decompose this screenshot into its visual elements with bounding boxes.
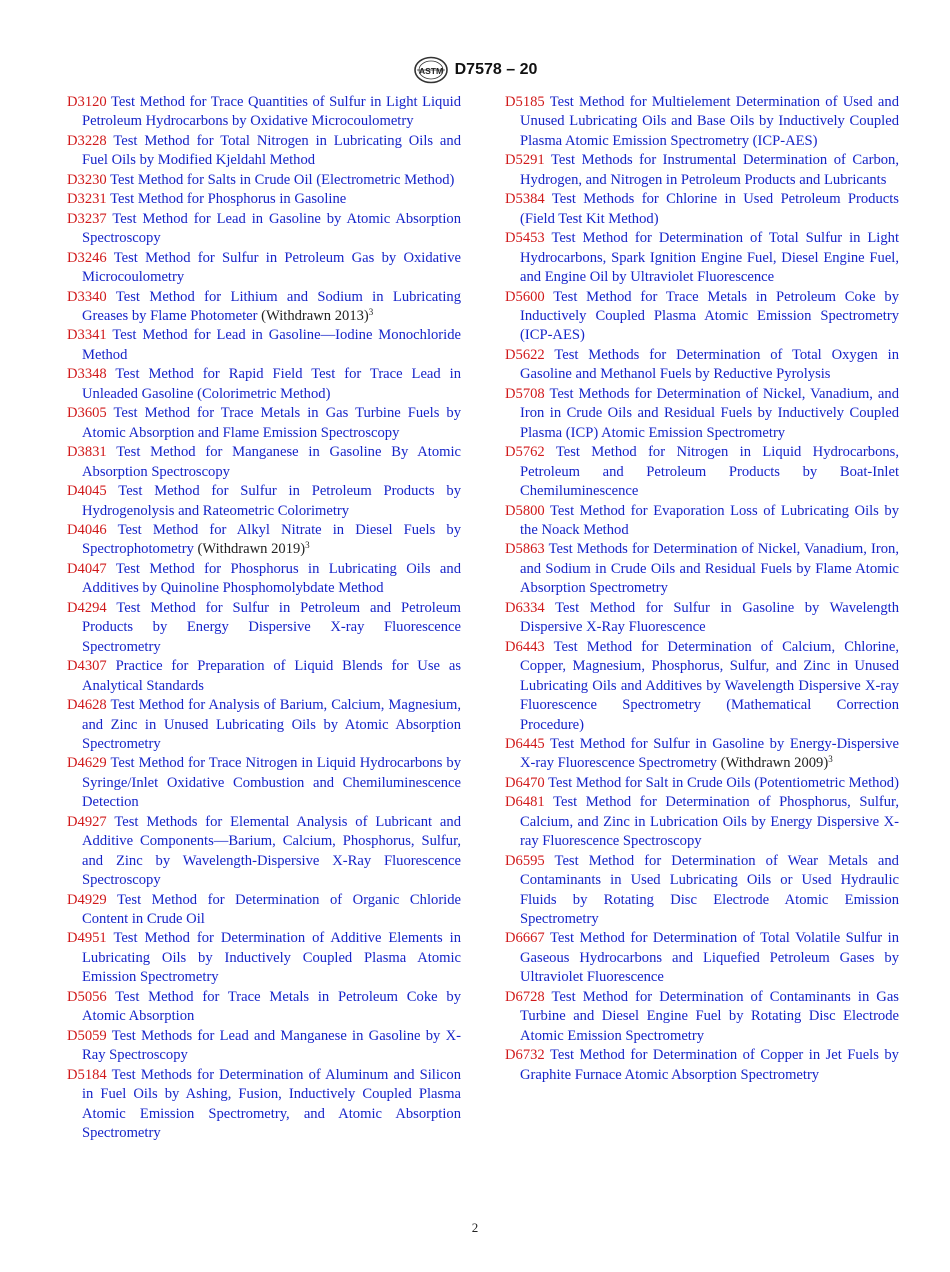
reference-code-link[interactable]: D5622	[505, 346, 545, 363]
reference-entry	[67, 657, 461, 696]
reference-code-link[interactable]: D5600	[505, 288, 545, 305]
reference-entry	[505, 229, 899, 287]
reference-code-link[interactable]: D3231	[67, 191, 107, 208]
reference-entry	[505, 852, 899, 930]
reference-title-link[interactable]: Test Method for Total Nitrogen in Lubricating Oils and Fuel Oils by Modified Kjeldahl Method	[82, 132, 461, 169]
reference-title-link[interactable]: Test Method for Determination of Calcium, Chlorine, Copper, Magnesium, Phosphorus, Sulfur, and Zinc in Unused Lubricating Oils and Additives by Wavelength Dispersive X-ray Fluorescence Spectrometry (Mathematical Correction Procedure)	[520, 638, 899, 733]
reference-code-link[interactable]: D5185	[505, 94, 545, 110]
reference-title-link[interactable]: Test Methods for Instrumental Determination of Carbon, Hydrogen, and Nitrogen in Petroleum Products and Lubricants	[520, 152, 899, 188]
reference-title-link[interactable]: Test Method for Salt in Crude Oils (Potentiometric Method)	[548, 774, 899, 791]
reference-entry	[505, 599, 899, 638]
reference-code-link[interactable]: D6732	[505, 1047, 545, 1064]
reference-code-link[interactable]: D4629	[67, 755, 107, 772]
reference-entry	[505, 151, 899, 190]
reference-code-link[interactable]: D5708	[505, 385, 545, 402]
withdrawn-text: (Withdrawn 2009)	[720, 755, 829, 772]
reference-title-link[interactable]: Test Method for Lead in Gasoline by Atomic Absorption Spectroscopy	[82, 210, 461, 247]
reference-entry	[67, 929, 461, 987]
reference-code-link[interactable]: D4046	[67, 521, 107, 538]
reference-entry	[505, 988, 899, 1046]
reference-code-link[interactable]: D6445	[505, 735, 545, 752]
reference-code-link[interactable]: D6667	[505, 930, 545, 947]
reference-entry	[505, 502, 899, 541]
reference-entry	[505, 929, 899, 987]
reference-entry	[67, 132, 461, 171]
reference-code-link[interactable]: D6443	[505, 638, 545, 655]
reference-code-link[interactable]: D4951	[67, 930, 107, 947]
reference-code-link[interactable]: D6481	[505, 794, 545, 811]
reference-entry	[505, 540, 899, 598]
reference-title-link[interactable]: Test Method for Lithium and Sodium in Lubricating Greases by Flame Photometer	[82, 288, 461, 324]
page-number: 2	[471, 1220, 479, 1235]
reference-entry	[67, 190, 461, 209]
reference-title-link[interactable]: Test Method for Lead in Gasoline—Iodine Monochloride Method	[82, 327, 461, 363]
withdrawn-note	[198, 541, 310, 557]
page-header	[0, 56, 950, 84]
reference-entry	[67, 599, 461, 657]
reference-title-link[interactable]: Test Method for Determination of Phosphorus, Sulfur, Calcium, and Zinc in Lubrication Oils by Energy Dispersive X-ray Fluorescence Spectroscopy	[520, 794, 899, 850]
reference-entry	[67, 754, 461, 812]
reference-code-link[interactable]: D5384	[505, 191, 545, 208]
reference-code-link[interactable]: D6595	[505, 852, 545, 869]
reference-code-link[interactable]: D3341	[67, 327, 107, 344]
reference-code-link[interactable]: D3340	[67, 288, 107, 305]
footnote-marker: 3	[828, 754, 833, 765]
reference-entry	[67, 443, 461, 482]
reference-entry	[67, 326, 461, 365]
reference-title-link[interactable]: Test Method for Multielement Determination of Used and Unused Lubricating Oils and Base Oils by Inductively Coupled Plasma Atomic Emission Spectrometry (ICP-AES)	[520, 94, 899, 149]
reference-title-link[interactable]: Test Method for Trace Metals in Gas Turbine Fuels by Atomic Absorption and Flame Emission Spectroscopy	[82, 405, 461, 441]
reference-entry	[67, 1027, 461, 1066]
reference-code-link[interactable]: D3246	[67, 249, 107, 266]
reference-title-link[interactable]: Test Method for Trace Nitrogen in Liquid Hydrocarbons by Syringe/Inlet Oxidative Combustion and Chemiluminescence Detection	[82, 755, 461, 811]
reference-title-link[interactable]: Test Methods for Determination of Total Oxygen in Gasoline and Methanol Fuels by Reductive Pyrolysis	[520, 346, 899, 383]
reference-title-link[interactable]: Test Method for Rapid Field Test for Trace Lead in Unleaded Gasoline (Colorimetric Method)	[82, 366, 461, 402]
svg-text:ASTM: ASTM	[418, 66, 443, 76]
reference-code-link[interactable]: D5863	[505, 541, 545, 558]
reference-title-link[interactable]: Test Method for Nitrogen in Liquid Hydrocarbons, Petroleum and Petroleum Products by Boat-Inlet Chemiluminescence	[520, 444, 899, 500]
astm-logo-icon	[413, 56, 449, 84]
reference-entry	[67, 93, 461, 132]
reference-entry	[505, 288, 899, 346]
reference-code-link[interactable]: D5453	[505, 230, 545, 247]
reference-title-link[interactable]: Test Method for Analysis of Barium, Calcium, Magnesium, and Zinc in Unused Lubricating Oils by Atomic Absorption Spectrometry	[82, 697, 461, 752]
reference-code-link[interactable]: D4045	[67, 483, 107, 500]
reference-title-link[interactable]: Test Method for Determination of Copper in Jet Fuels by Graphite Furnace Atomic Absorption Spectrometry	[520, 1047, 899, 1083]
reference-title-link[interactable]: Test Methods for Chlorine in Used Petroleum Products (Field Test Kit Method)	[520, 191, 899, 227]
footnote-marker: 3	[305, 540, 310, 551]
reference-code-link[interactable]: D3228	[67, 132, 107, 149]
reference-entry	[67, 1066, 461, 1144]
left-column	[67, 93, 461, 1143]
reference-title-link[interactable]: Test Method for Determination of Organic Chloride Content in Crude Oil	[82, 891, 462, 928]
reference-code-link[interactable]: D3120	[67, 94, 107, 110]
reference-title-link[interactable]: Test Method for Salts in Crude Oil (Electrometric Method)	[110, 171, 455, 188]
reference-code-link[interactable]: D3237	[67, 210, 107, 227]
reference-code-link[interactable]: D6334	[505, 599, 545, 616]
reference-title-link[interactable]: Test Method for Determination of Total Volatile Sulfur in Gaseous Hydrocarbons and Liquefied Petroleum Gases by Ultraviolet Fluorescence	[520, 930, 899, 986]
reference-entry	[67, 404, 461, 443]
reference-entry	[67, 891, 461, 930]
reference-title-link[interactable]: Test Method for Sulfur in Petroleum Gas by Oxidative Microcoulometry	[82, 249, 461, 286]
reference-code-link[interactable]: D3605	[67, 405, 107, 422]
reference-entry	[505, 735, 899, 774]
reference-code-link[interactable]: D4929	[67, 891, 107, 908]
reference-entry	[67, 482, 461, 521]
reference-code-link[interactable]: D4294	[67, 599, 107, 616]
footnote-marker: 3	[368, 306, 374, 317]
reference-code-link[interactable]: D5059	[67, 1027, 107, 1044]
reference-code-link[interactable]: D6728	[505, 988, 545, 1005]
reference-title-link[interactable]: Test Method for Trace Metals in Petroleum Coke by Inductively Coupled Plasma Atomic Emission Spectrometry (ICP-AES)	[520, 288, 899, 344]
reference-entry	[505, 774, 899, 793]
reference-entry	[505, 190, 899, 229]
withdrawn-note	[721, 755, 833, 771]
reference-title-link[interactable]: Test Methods for Elemental Analysis of Lubricant and Additive Components—Barium, Calcium, Phosphorus, Sulfur, and Zinc by Wavelength-Dispersive X-Ray Fluorescence Spectroscopy	[82, 813, 461, 889]
reference-code-link[interactable]: D3831	[67, 444, 107, 461]
reference-entry	[67, 521, 461, 560]
reference-code-link[interactable]: D3348	[67, 366, 107, 383]
reference-entry	[505, 93, 899, 151]
withdrawn-text: (Withdrawn 2019)	[197, 541, 306, 558]
reference-entry	[505, 385, 899, 443]
reference-title-link[interactable]: Test Methods for Determination of Nickel, Vanadium, Iron, and Sodium in Crude Oils and Residual Fuels by Flame Atomic Absorption Spectrometry	[520, 541, 899, 597]
reference-entry	[67, 171, 461, 190]
reference-entry	[67, 210, 461, 249]
reference-entry	[67, 813, 461, 891]
reference-title-link[interactable]: Test Method for Trace Metals in Petroleum Coke by Atomic Absorption	[82, 988, 461, 1025]
withdrawn-text: (Withdrawn 2013)	[261, 307, 369, 324]
reference-title-link[interactable]: Test Method for Determination of Contaminants in Gas Turbine and Diesel Engine Fuel by Rotating Disc Electrode Atomic Emission Spectrometry	[520, 988, 899, 1044]
reference-title-link[interactable]: Test Method for Evaporation Loss of Lubricating Oils by the Noack Method	[520, 502, 899, 538]
reference-code-link[interactable]: D5291	[505, 152, 545, 169]
reference-code-link[interactable]: D5184	[67, 1066, 107, 1083]
withdrawn-note	[261, 308, 373, 324]
reference-code-link[interactable]: D4927	[67, 813, 107, 830]
reference-title-link[interactable]: Test Method for Phosphorus in Lubricating Oils and Additives by Quinoline Phosphomolybdate Method	[82, 560, 461, 597]
right-column	[505, 93, 899, 1085]
reference-title-link[interactable]: Test Method for Determination of Additive Elements in Lubricating Oils by Inductively Coupled Plasma Atomic Emission Spectrometry	[82, 930, 462, 986]
reference-code-link[interactable]: D5762	[505, 444, 545, 461]
reference-title-link[interactable]: Test Method for Sulfur in Petroleum and Petroleum Products by Energy Dispersive X-ray Fluorescence Spectrometry	[82, 599, 461, 655]
reference-title-link[interactable]: Test Method for Determination of Wear Metals and Contaminants in Used Lubricating Oils or Used Hydraulic Fluids by Rotating Disc Electrode Atomic Emission Spectrometry	[520, 852, 899, 928]
reference-title-link[interactable]: Test Methods for Lead and Manganese in Gasoline by X-Ray Spectroscopy	[82, 1027, 461, 1064]
reference-entry	[505, 346, 899, 385]
reference-code-link[interactable]: D4047	[67, 560, 107, 577]
reference-entry	[67, 249, 461, 288]
document-designation: D7578 – 20	[454, 61, 538, 78]
reference-entry	[505, 443, 899, 501]
reference-title-link[interactable]: Test Methods for Determination of Nickel, Vanadium, and Iron in Crude Oils and Residual Fuels by Inductively Coupled Plasma (ICP) Atomic Emission Spectrometry	[520, 385, 899, 441]
reference-title-link[interactable]: Test Method for Determination of Total Sulfur in Light Hydrocarbons, Spark Ignition Engine Fuel, Diesel Engine Fuel, and Engine Oil by Ultraviolet Fluorescence	[520, 230, 899, 286]
reference-entry	[67, 288, 461, 327]
reference-entry	[67, 365, 461, 404]
reference-title-link[interactable]: Test Method for Phosphorus in Gasoline	[110, 191, 347, 208]
reference-entry	[505, 1046, 899, 1085]
reference-title-link[interactable]: Test Method for Trace Quantities of Sulfur in Light Liquid Petroleum Hydrocarbons by Oxidative Microcoulometry	[82, 94, 462, 130]
reference-entry	[505, 638, 899, 735]
reference-code-link[interactable]: D3230	[67, 171, 107, 188]
reference-title-link[interactable]: Practice for Preparation of Liquid Blends for Use as Analytical Standards	[82, 658, 461, 694]
reference-code-link[interactable]: D5800	[505, 502, 545, 519]
reference-entry	[67, 696, 461, 754]
reference-title-link[interactable]: Test Method for Manganese in Gasoline By Atomic Absorption Spectroscopy	[82, 444, 461, 480]
reference-title-link[interactable]: Test Method for Alkyl Nitrate in Diesel Fuels by Spectrophotometry	[82, 521, 461, 558]
reference-code-link[interactable]: D6470	[505, 774, 545, 791]
reference-title-link[interactable]: Test Method for Sulfur in Gasoline by Energy-Dispersive X-ray Fluorescence Spectrometry	[520, 735, 899, 772]
reference-title-link[interactable]: Test Method for Sulfur in Gasoline by Wavelength Dispersive X-Ray Fluorescence	[520, 599, 900, 636]
reference-entry	[67, 988, 461, 1027]
reference-code-link[interactable]: D4628	[67, 697, 107, 714]
reference-entry	[505, 793, 899, 851]
reference-entry	[67, 560, 461, 599]
reference-title-link[interactable]: Test Method for Sulfur in Petroleum Products by Hydrogenolysis and Rateometric Colorimetry	[82, 483, 461, 519]
reference-title-link[interactable]: Test Methods for Determination of Aluminum and Silicon in Fuel Oils by Ashing, Fusion, Inductively Coupled Plasma Atomic Emission Spectrometry, and Atomic Absorption Spectrometry	[82, 1066, 461, 1142]
reference-code-link[interactable]: D4307	[67, 658, 107, 675]
reference-code-link[interactable]: D5056	[67, 988, 107, 1005]
